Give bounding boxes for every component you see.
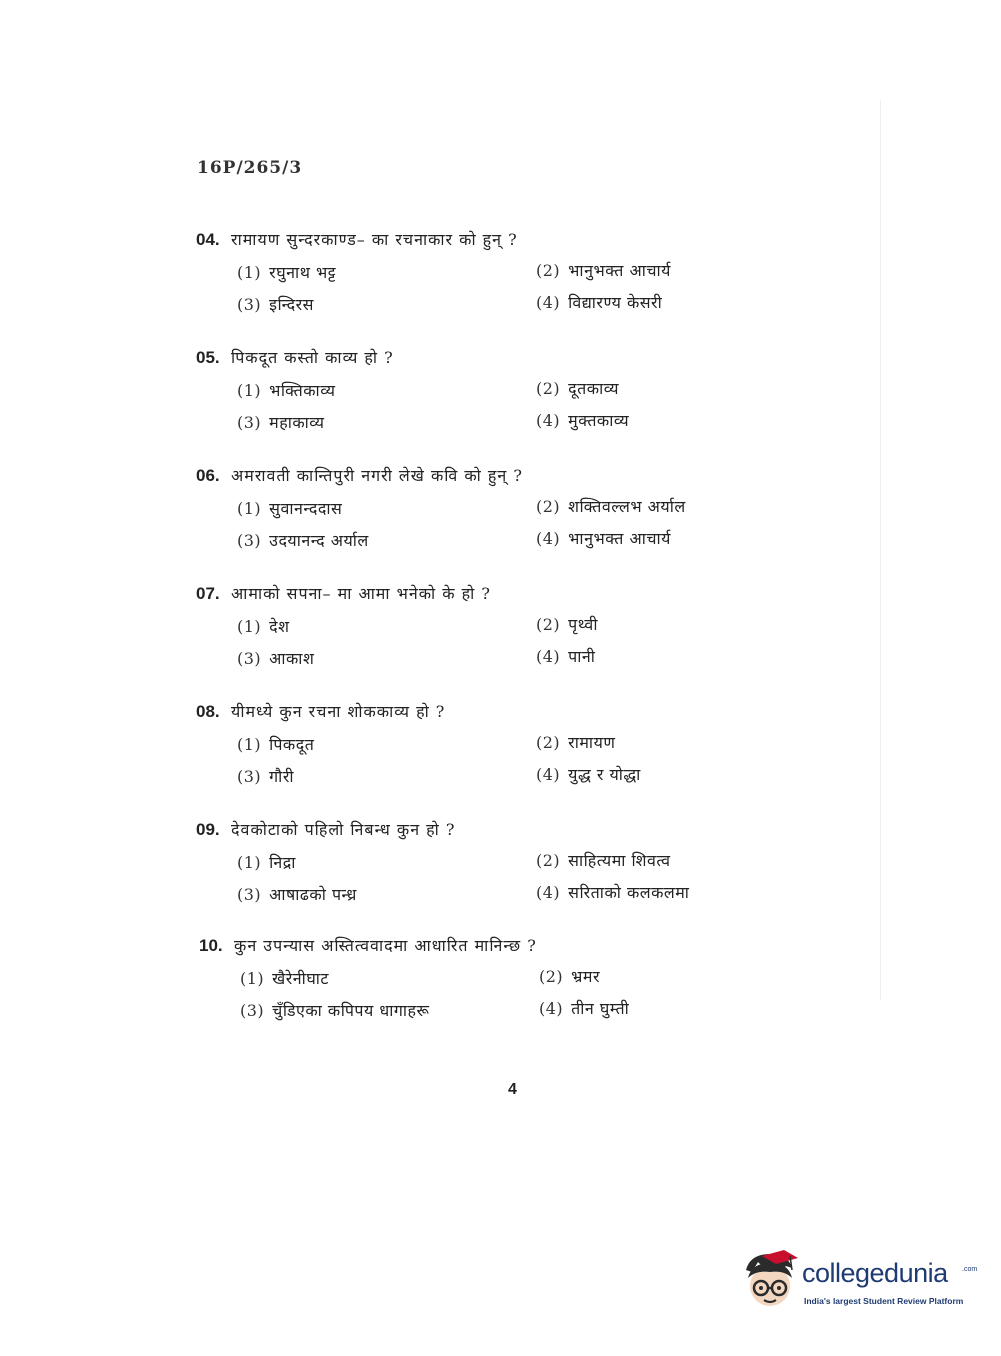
option-3: (3) गौरी [237,767,295,786]
question-text: आमाको सपना– मा आमा भनेको के हो ? [231,584,491,603]
question-text: यीमध्ये कुन रचना शोककाव्य हो ? [231,702,446,721]
option-1: (1) देश [237,617,290,636]
question-text: रामायण सुन्दरकाण्ड– का रचनाकार को हुन् ? [231,230,518,249]
option-1: (1) निद्रा [237,853,296,872]
question-stem [196,228,518,250]
question-number: 06. [196,466,220,485]
option-3: (3) उदयानन्द अर्याल [237,531,369,550]
question-number: 09. [196,820,220,839]
question-07 [196,582,756,682]
option-3: (3) आकाश [237,649,315,668]
option-2: (2) भानुभक्त आचार्य [536,261,671,280]
question-number: 08. [196,702,220,721]
brand-domain: .com [962,1266,978,1273]
option-3: (3) महाकाव्य [237,413,325,432]
option-3: (3) आषाढको पन्ध्र [237,885,357,904]
question-text: कुन उपन्यास अस्तित्ववादमा आधारित मानिन्छ ? [234,936,537,955]
page-number: 4 [508,1081,517,1098]
question-text: पिकदूत कस्तो काव्य हो ? [231,348,394,367]
option-4: (4) मुक्तकाव्य [536,411,630,430]
question-09 [196,818,756,918]
question-stem [199,934,537,956]
option-1: (1) खैरेनीघाट [240,969,329,988]
scan-edge-line [880,100,881,1000]
question-text: अमरावती कान्तिपुरी नगरी लेखे कवि को हुन् ? [231,466,523,485]
question-number: 04. [196,230,220,249]
mascot-icon [740,1248,798,1312]
question-stem [196,818,455,840]
brand-name: collegedunia [802,1258,948,1288]
option-2: (2) दूतकाव्य [536,379,619,398]
option-3: (3) इन्दिरस [237,295,314,314]
option-1: (1) पिकदूत [237,735,315,754]
question-08 [196,700,756,800]
question-number: 05. [196,348,220,367]
question-stem [196,464,523,486]
question-06 [196,464,756,564]
option-4: (4) पानी [536,647,596,666]
question-10 [199,934,759,1034]
option-4: (4) भानुभक्त आचार्य [536,529,671,548]
option-4: (4) तीन घुम्ती [539,999,630,1018]
question-number: 10. [199,936,223,955]
option-1: (1) सुवानन्ददास [237,499,343,518]
option-1: (1) भक्तिकाव्य [237,381,336,400]
option-4: (4) युद्ध र योद्धा [536,765,641,784]
option-3: (3) चुँडिएका कपिपय धागाहरू [240,1001,430,1020]
option-2: (2) रामायण [536,733,616,752]
paper-code: 16P/265/3 [197,158,303,178]
option-4: (4) विद्यारण्य केसरी [536,293,663,312]
question-05 [196,346,756,446]
question-text: देवकोटाको पहिलो निबन्ध कुन हो ? [231,820,456,839]
collegedunia-watermark [740,1248,980,1318]
option-2: (2) पृथ्वी [536,615,598,634]
option-2: (2) भ्रमर [539,967,601,986]
question-stem [196,346,394,368]
question-04 [196,228,756,328]
question-number: 07. [196,584,220,603]
question-stem [196,700,445,722]
option-4: (4) सरिताको कलकलमा [536,883,690,902]
brand-tagline: India's largest Student Review Platform [804,1296,964,1306]
option-1: (1) रघुनाथ भट्ट [237,263,337,282]
option-2: (2) शक्तिवल्लभ अर्याल [536,497,686,516]
option-2: (2) साहित्यमा शिवत्व [536,851,671,870]
question-stem [196,582,491,604]
